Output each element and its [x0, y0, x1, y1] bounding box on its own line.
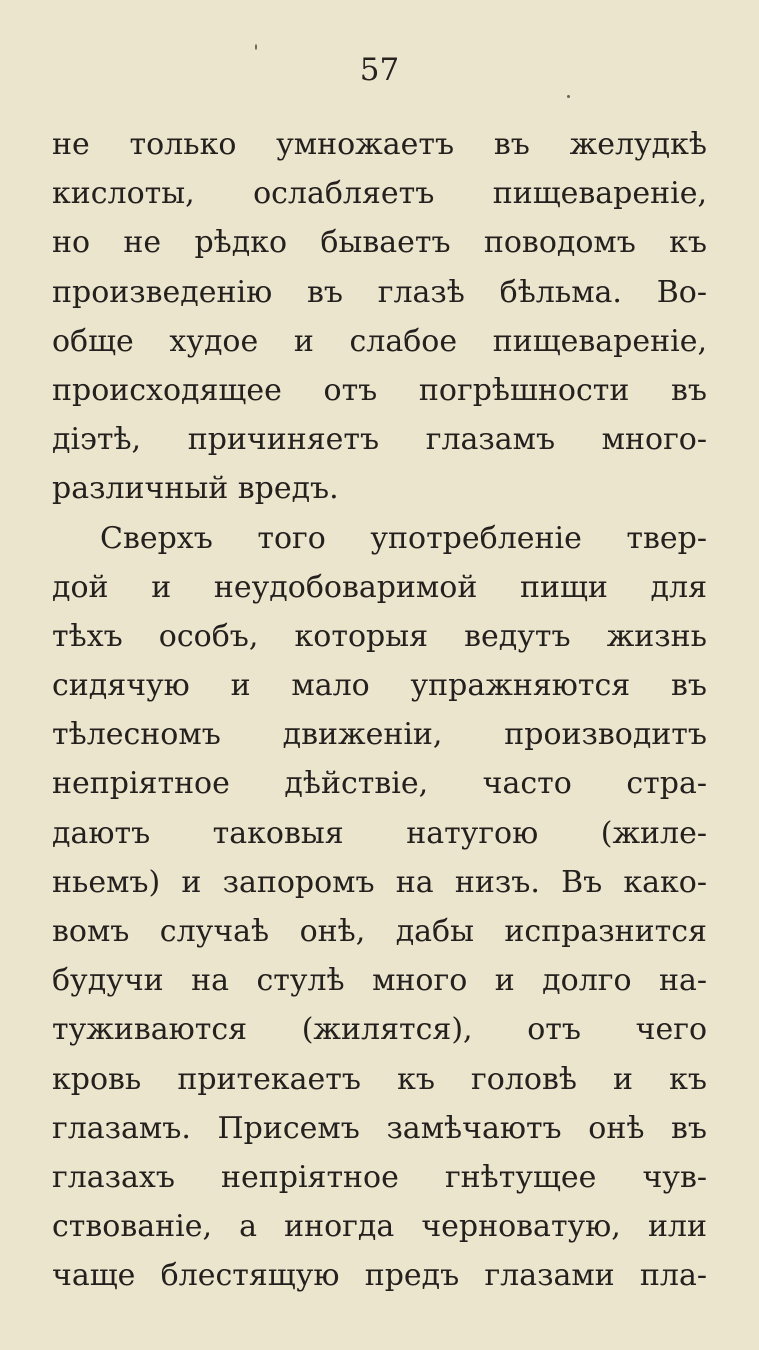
paragraph-start-line: Сверхъ того употребленіе твер-	[100, 520, 707, 556]
paragraph-end-line: различный вредъ.	[52, 471, 339, 507]
text-line: сидячую и мало упражняются въ	[52, 668, 707, 704]
paper-speck	[567, 95, 570, 98]
paper-speck	[255, 44, 257, 50]
text-line: дой и неудобоваримой пищи для	[52, 569, 707, 605]
text-line: непріятное дѣйствіе, часто стра-	[52, 766, 707, 802]
text-line: но не рѣдко бываетъ поводомъ къ	[52, 225, 707, 261]
text-line: глазахъ непріятное гнѣтущее чув-	[52, 1159, 707, 1195]
text-line: будучи на стулѣ много и долго на-	[52, 963, 707, 999]
text-line: кислоты, ослабляетъ пищевареніе,	[52, 176, 707, 212]
text-line: ньемъ) и запоромъ на низъ. Въ како-	[52, 864, 707, 900]
text-line: вомъ случаѣ онѣ, дабы испразнится	[52, 914, 707, 949]
text-line: тѣлесномъ движеніи, производитъ	[52, 717, 707, 753]
page-number: 57	[359, 52, 400, 88]
text-line: произведенію въ глазѣ бѣльма. Во-	[52, 274, 707, 310]
body-text	[52, 120, 707, 1301]
text-line: діэтѣ, причиняетъ глазамъ много-	[52, 422, 707, 458]
text-line: происходящее отъ погрѣшности въ	[52, 372, 707, 408]
text-line: глазамъ. Присемъ замѣчаютъ онѣ въ	[52, 1110, 707, 1146]
text-line: туживаются (жилятся), отъ чего	[52, 1012, 707, 1048]
text-line: кровь притекаетъ къ головѣ и къ	[52, 1061, 707, 1097]
text-line: не только умножаетъ въ желудкѣ	[52, 127, 707, 162]
text-line: тѣхъ особъ, которыя ведутъ жизнь	[52, 618, 707, 654]
text-line: обще худое и слабое пищевареніе,	[52, 323, 707, 359]
text-line: даютъ таковыя натугою (жиле-	[52, 815, 707, 851]
text-line: чаще блестящую предъ глазами пла-	[52, 1258, 707, 1294]
text-line: ствованіе, а иногда черноватую, или	[52, 1209, 707, 1245]
